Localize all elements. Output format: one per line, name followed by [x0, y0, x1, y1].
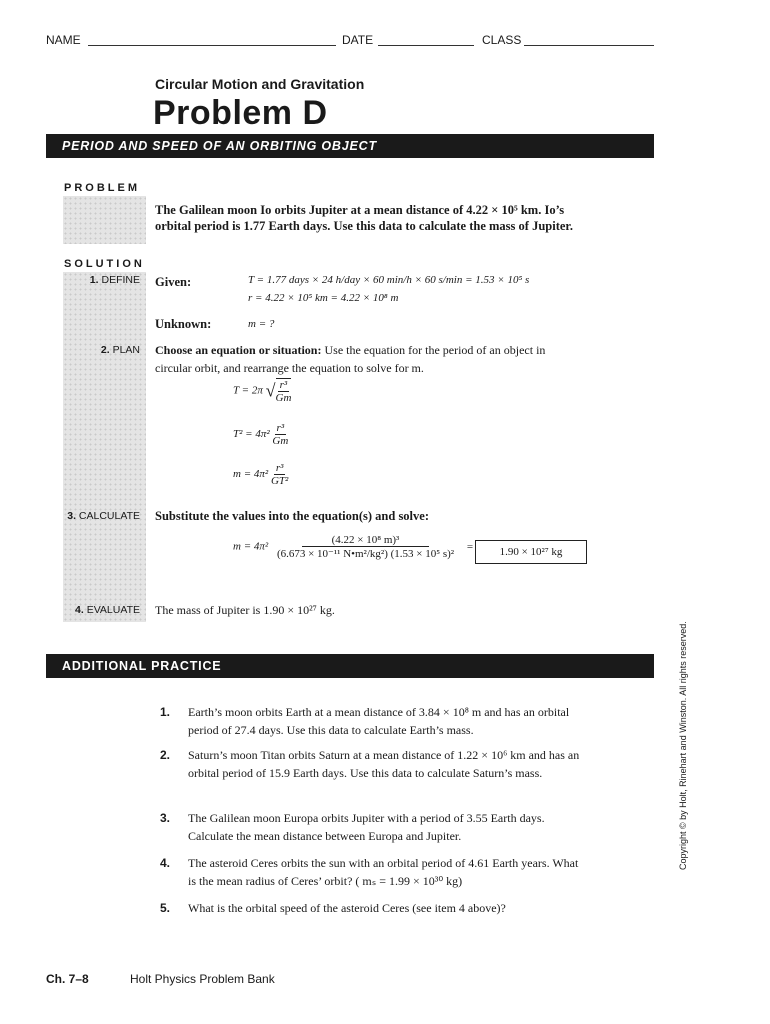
step-evaluate: 4. EVALUATE [75, 604, 140, 616]
plan-text: Choose an equation or situation: Use the equation for the period of an object in circular orbit, and rearrange the equation to solve for m. [155, 343, 546, 375]
step-plan: 2. PLAN [100, 344, 140, 356]
stipple-sidebar [63, 272, 146, 622]
practice-item-4: 4. The asteroid Ceres orbits the sun with an orbital period of 4.61 Earth years. What is the mean radius of Ceres’ orbit? ( mₛ = 1.99 × 10³⁰ kg) [160, 856, 579, 888]
footer-book-title: Holt Physics Problem Bank [130, 972, 275, 986]
equation-period-squared: T² = 4π² $\frac{\text{r³}}{Gm}$ [233, 422, 289, 447]
date-label: DATE [342, 33, 374, 47]
evaluate-text: The mass of Jupiter is 1.90 × 10²⁷ kg. [155, 603, 335, 617]
name-blank [88, 45, 336, 46]
additional-practice-banner: ADDITIONAL PRACTICE [46, 654, 654, 678]
step-calculate: 3. CALCULATE [67, 510, 140, 522]
problem-statement: The Galilean moon Io orbits Jupiter at a mean distance of 4.22 × 10⁵ km. Io’s orbital period is 1.77 Earth days. Use this data to calculate the mass of Jupiter. [155, 203, 573, 233]
practice-item-2: 2. Saturn’s moon Titan orbits Saturn at a mean distance of 1.22 × 10⁶ km and has an orbital period of 15.9 Earth days. Use this data to calculate Saturn’s mass. [160, 748, 580, 780]
practice-item-3: 3. The Galilean moon Europa orbits Jupiter with a period of 3.55 Earth days. Calculate the mean distance between Europa and Jupiter. [160, 811, 545, 843]
footer-chapter: Ch. 7–8 [46, 972, 89, 986]
date-blank [378, 45, 474, 46]
stipple-panel [63, 196, 146, 244]
class-blank [524, 45, 654, 46]
name-label: NAME [46, 33, 81, 47]
equation-period: T = 2π √ $\frac{\text{r³}}{Gm}$ [233, 379, 292, 404]
solution-label: SOLUTION [64, 258, 145, 270]
unknown-value: m = ? [248, 318, 275, 330]
given-label: Given: [155, 275, 192, 289]
calculate-instruction: Substitute the values into the equation(s) and solve: [155, 509, 429, 523]
practice-item-5: 5. What is the orbital speed of the asteroid Ceres (see item 4 above)? [160, 901, 506, 915]
practice-item-1: 1. Earth’s moon orbits Earth at a mean distance of 3.84 × 10⁸ m and has an orbital period of 27.4 days. Use this data to calculate Earth’s mass. [160, 705, 570, 737]
class-label: CLASS [482, 33, 522, 47]
given-period: T = 1.77 days × 24 h/day × 60 min/h × 60 s/min = 1.53 × 10⁵ s [248, 274, 530, 286]
problem-title: Problem D [153, 94, 328, 132]
equation-mass: m = 4π² $\frac{\text{r³}}{\text{GT²}}$ [233, 462, 289, 487]
problem-label: PROBLEM [64, 182, 140, 194]
copyright-notice: Copyright © by Holt, Rinehart and Winston. All rights reserved. [678, 621, 688, 870]
step-define: 1. DEFINE [89, 274, 140, 286]
given-radius: r = 4.22 × 10⁵ km = 4.22 × 10⁸ m [248, 292, 399, 304]
section-banner: PERIOD AND SPEED OF AN ORBITING OBJECT [46, 134, 654, 158]
unknown-label: Unknown: [155, 317, 212, 331]
answer-box: 1.90 × 10²⁷ kg [475, 540, 587, 564]
calculation: m = 4π² $\frac{\text{(4.22 × 10⁸ m)³}}{\text{(6.673 × 10⁻¹¹ N•m²/kg²) (1.53 × 10⁵ s)²}}$ = [233, 534, 474, 560]
form-header [46, 33, 656, 49]
chapter-title: Circular Motion and Gravitation [155, 76, 365, 92]
